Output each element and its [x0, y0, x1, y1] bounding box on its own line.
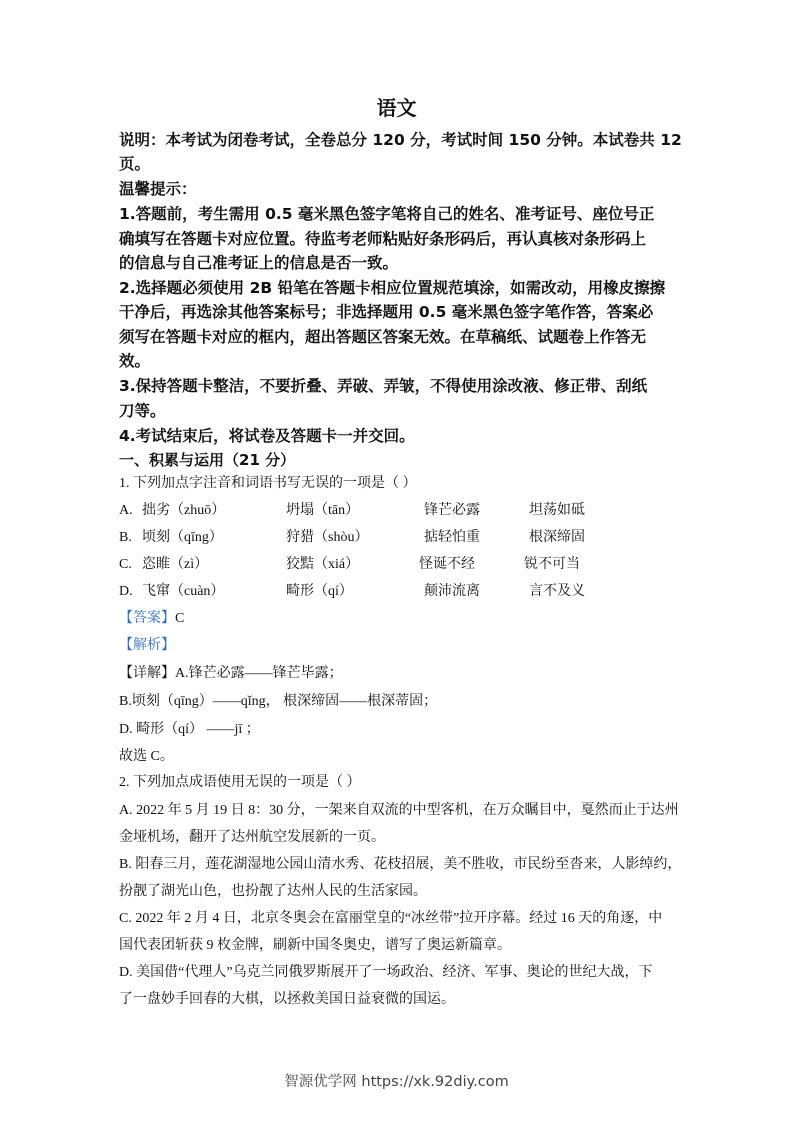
instruction-line: 页。: [119, 155, 151, 173]
answer-value: C: [175, 611, 185, 626]
instruction-line: 须写在答题卡对应的框内，超出答题区答案无效。在草稿纸、试题卷上作答无: [119, 328, 647, 346]
answer-tag: 【答案】: [119, 611, 175, 626]
option-word: 飞窜（cuàn）: [142, 584, 225, 599]
option-idiom: 颠沛流离: [424, 584, 480, 599]
detail-line: B.顷刻（qīng）——qǐng， 根深缔固——根深蒂固；: [119, 694, 438, 709]
instruction-line: 的信息与自己准考证上的信息是否一致。: [119, 254, 399, 272]
option-label: A.: [119, 503, 133, 518]
instruction-line: 确填写在答题卡对应位置。待监考老师粘贴好条形码后，再认真核对条形码上: [119, 230, 647, 248]
option-word: 坍塌（tān）: [286, 503, 360, 518]
answer-line: [119, 609, 184, 629]
option-text-line: A. 2022 年 5 月 19 日 8：30 分，一架来自双流的中型客机，在万众瞩目中，戛然而止于达州: [119, 803, 679, 818]
option-text-line: 金垭机场，翻开了达州航空发展新的一页。: [119, 830, 385, 845]
footer-watermark: 智源优学网 https://xk.92diy.com: [284, 1074, 509, 1090]
option-idiom: 锐不可当: [524, 557, 580, 572]
option-idiom: 怪诞不经: [419, 557, 475, 572]
question-stem: 1. 下列加点字注音和词语书写无误的一项是（ ）: [119, 476, 417, 491]
instruction-line: 4.考试结束后，将试卷及答题卡一并交回。: [119, 427, 415, 445]
instruction-line: 干净后，再选涂其他答案标号；非选择题用 0.5 毫米黑色签字笔作答，答案必: [119, 303, 654, 321]
option-text-line: 国代表团斩获 9 枚金牌，刷新中国冬奥史，谱写了奥运新篇章。: [119, 938, 511, 953]
option-text-line: C. 2022 年 2 月 4 日，北京冬奥会在富丽堂皇的“冰丝带”拉开序幕。经过 16 天的角逐，中: [119, 911, 663, 926]
option-word: 拙劣（zhuō）: [142, 503, 226, 518]
option-idiom: 锋芒必露: [424, 503, 480, 518]
instruction-line: 刀等。: [119, 402, 166, 420]
option-word: 畸形（qí）: [286, 584, 353, 599]
instruction-line: 效。: [119, 352, 151, 370]
option-text-line: D. 美国借“代理人”乌克兰同俄罗斯展开了一场政治、经济、军事、奥论的世纪大战，下: [119, 965, 653, 980]
option-text-line: 了一盘妙手回春的大棋，以拯救美国日益衰微的国运。: [119, 992, 455, 1007]
instruction-line: 1.答题前，考生需用 0.5 毫米黑色签字笔将自己的姓名、准考证号、座位号正: [119, 205, 655, 223]
option-label: C.: [119, 557, 132, 572]
option-word: 顷刻（qīng）: [142, 530, 223, 545]
option-idiom: 言不及义: [529, 584, 585, 599]
option-idiom: 根深缔固: [529, 530, 585, 545]
option-label: B.: [119, 530, 132, 545]
instruction-line: 说明：本考试为闭卷考试，全卷总分 120 分，考试时间 150 分钟。本试卷共 12: [119, 131, 682, 149]
instruction-line: 2.选择题必须使用 2B 铅笔在答题卡相应位置规范填涂，如需改动，用橡皮擦擦: [119, 279, 666, 297]
analysis-tag: 【解析】: [119, 638, 175, 653]
option-word: 狡黠（xiá）: [286, 557, 360, 572]
option-text-line: 扮靓了湖光山色，也扮靓了达州人民的生活家园。: [119, 884, 427, 899]
detail-line: 故选 C。: [119, 749, 174, 764]
option-text-line: B. 阳春三月，莲花湖湿地公园山清水秀、花枝招展，美不胜收，市民纷至沓来，人影绰约，: [119, 857, 682, 872]
instruction-line: 3.保持答题卡整洁，不要折叠、弄破、弄皱，不得使用涂改液、修正带、刮纸: [119, 377, 648, 395]
option-idiom: 掂轻怕重: [424, 530, 480, 545]
option-idiom: 坦荡如砥: [529, 503, 585, 518]
question-stem: 2. 下列加点成语使用无误的一项是（ ）: [119, 775, 361, 790]
option-word: 恣睢（zì）: [142, 557, 209, 572]
page-title: 语文: [376, 96, 417, 120]
detail-line: D. 畸形（qí） ——jī ；: [119, 722, 260, 737]
section-heading: 一、积累与运用（21 分）: [119, 451, 296, 469]
option-word: 狩猎（shòu）: [286, 530, 369, 545]
option-label: D.: [119, 584, 133, 599]
detail-line: 【详解】A.锋芒必露——锋芒毕露；: [119, 666, 343, 681]
instruction-line: 温馨提示：: [119, 180, 197, 198]
